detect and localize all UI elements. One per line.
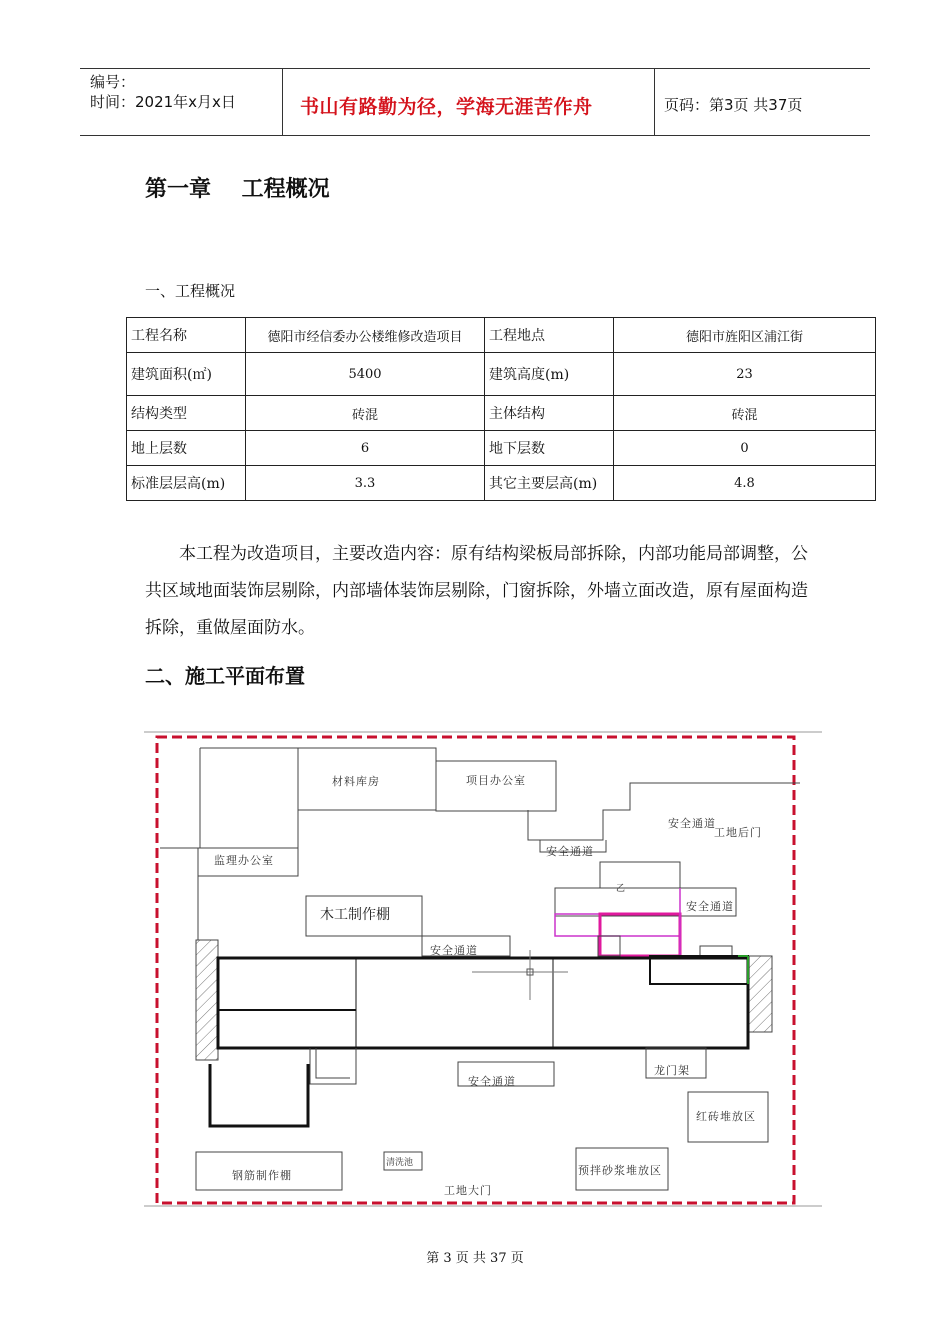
table-cell-label: 工程地点: [485, 318, 614, 353]
site-boundary: [157, 737, 794, 1203]
label-material-warehouse: 材料库房: [332, 775, 380, 788]
label-small-mark: 乙: [616, 884, 627, 894]
table-row: [127, 318, 876, 353]
table-cell-label: 工程名称: [127, 318, 246, 353]
label-supervisor-office: 监理办公室: [214, 854, 274, 867]
table-cell-value: 3.3: [246, 466, 485, 501]
table-cell-value: 5400: [246, 353, 485, 396]
section-title-layout: 二、施工平面布置: [145, 664, 305, 688]
hoist-foundation: [600, 914, 680, 956]
table-row: [127, 466, 876, 501]
table-cell-value: 0: [614, 431, 876, 466]
table-cell-value: 德阳市经信委办公楼维修改造项目: [246, 318, 485, 353]
table-cell-value: 德阳市旌阳区浦江街: [614, 318, 876, 353]
label-project-office: 项目办公室: [466, 774, 526, 787]
project-info-table: [126, 317, 876, 501]
label-safety-passage-top-right: 安全通道: [668, 817, 716, 830]
label-safety-passage-mid: 安全通道: [546, 845, 594, 858]
chapter-title: 第一章 工程概况: [145, 177, 330, 202]
site-plan-drawing: [140, 728, 824, 1210]
table-row: [127, 431, 876, 466]
table-cell-value: 6: [246, 431, 485, 466]
site-plan: [140, 728, 824, 1210]
table-cell-value: 砖混: [614, 396, 876, 431]
label-site-main-gate: 工地大门: [444, 1184, 492, 1197]
header-number: 编号：: [90, 73, 136, 91]
label-safety-passage-east: 安全通道: [686, 900, 734, 913]
table-cell-label: 建筑面积(㎡): [127, 353, 246, 396]
table-cell-label: 地下层数: [485, 431, 614, 466]
label-carpentry-shed: 木工制作棚: [320, 907, 390, 923]
table-cell-label: 地上层数: [127, 431, 246, 466]
label-mortar-storage: 预拌砂浆堆放区: [578, 1164, 662, 1177]
label-wash-pool: 清洗池: [386, 1158, 414, 1168]
label-rebar-shed: 钢筋制作棚: [232, 1169, 292, 1182]
header-divider-left: [282, 69, 283, 136]
header-page-number: 页码：第3页 共37页: [664, 96, 803, 114]
label-safety-passage-center: 安全通道: [430, 944, 478, 957]
label-safety-passage-bottom: 安全通道: [468, 1075, 516, 1088]
table-cell-value: 23: [614, 353, 876, 396]
header-time: 时间：2021年x月x日: [90, 93, 236, 111]
project-description: 本工程为改造项目，主要改造内容：原有结构梁板局部拆除，内部功能局部调整，公共区域地面装饰层剔除，内部墙体装饰层剔除，门窗拆除，外墙立面改造，原有屋面构造拆除，重做屋面防水。: [145, 544, 808, 638]
table-cell-label: 标准层层高(m): [127, 466, 246, 501]
label-brick-storage: 红砖堆放区: [696, 1110, 756, 1123]
section-title-overview: 一、工程概况: [145, 282, 236, 300]
header-top-rule: [80, 68, 870, 69]
header-bottom-rule: [80, 135, 870, 136]
header-motto: 书山有路勤为径，学海无涯苦作舟: [300, 96, 593, 118]
table-cell-value: 砖混: [246, 396, 485, 431]
table-cell-label: 其它主要层高(m): [485, 466, 614, 501]
page-footer: 第 3 页 共 37 页: [426, 1251, 524, 1266]
label-gantry: 龙门架: [654, 1064, 690, 1077]
table-cell-value: 4.8: [614, 466, 876, 501]
header-divider-right: [654, 69, 655, 136]
table-row: [127, 353, 876, 396]
table-cell-label: 主体结构: [485, 396, 614, 431]
table-cell-label: 建筑高度(m): [485, 353, 614, 396]
label-site-back-gate: 工地后门: [714, 826, 762, 839]
table-cell-label: 结构类型: [127, 396, 246, 431]
table-row: [127, 396, 876, 431]
